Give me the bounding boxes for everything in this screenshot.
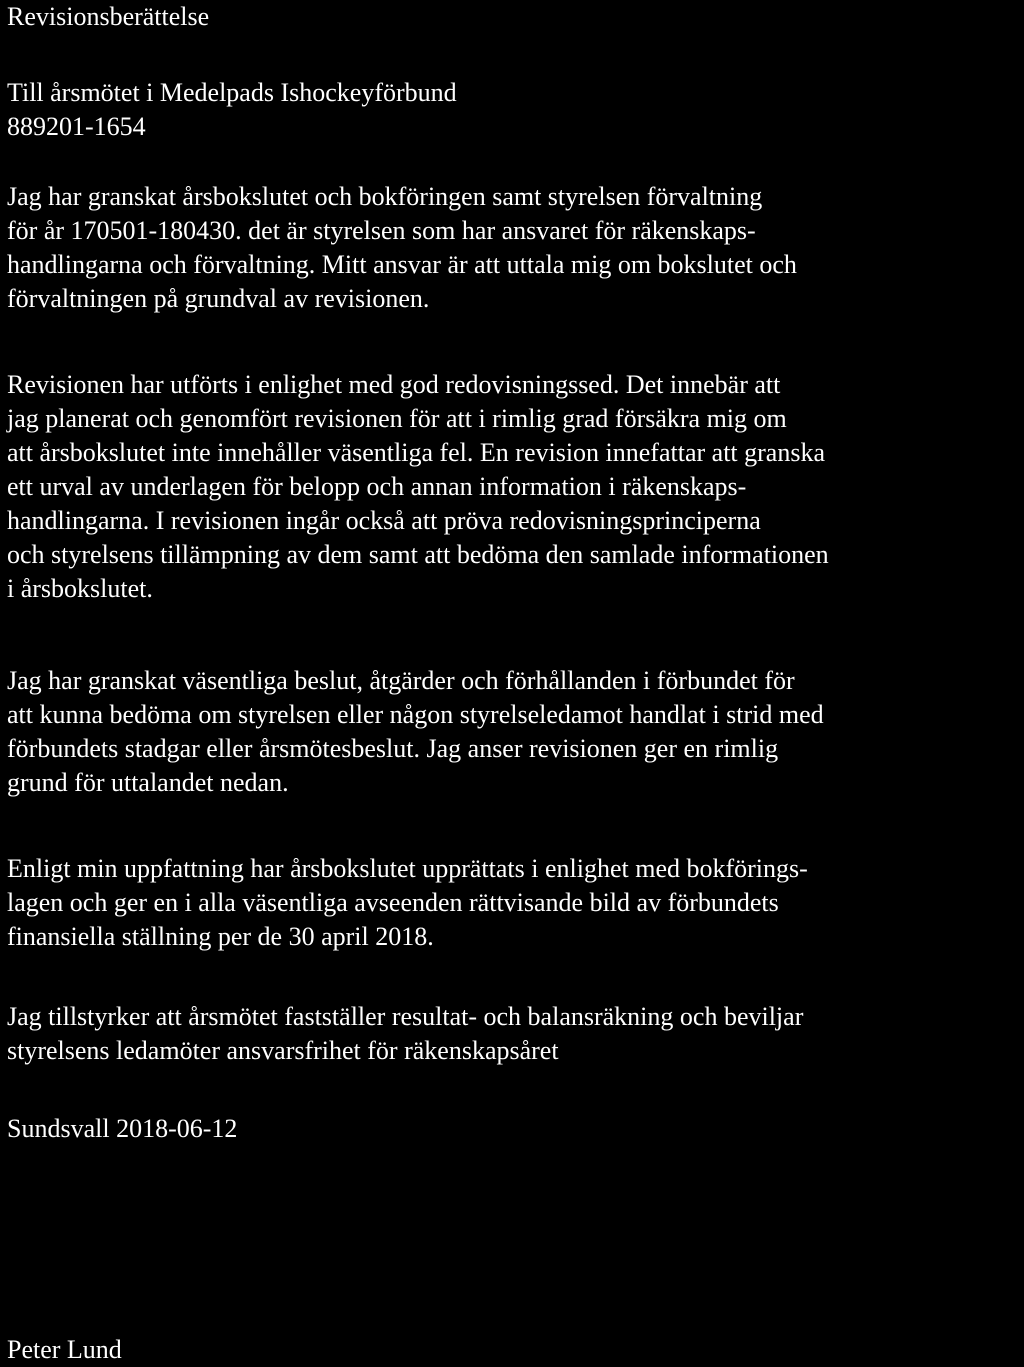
paragraph-governance-review	[7, 664, 824, 800]
paragraph-opinion	[7, 852, 808, 954]
paragraph-line: styrelsens ledamöter ansvarsfrihet för räkenskapsåret	[7, 1036, 559, 1065]
recipient-block	[7, 76, 457, 144]
recipient-line: Till årsmötet i Medelpads Ishockeyförbund	[7, 78, 457, 107]
paragraph-line: att kunna bedöma om styrelsen eller någon styrelseledamot handlat i strid med	[7, 700, 824, 729]
place-date	[7, 1112, 237, 1146]
document-title	[7, 0, 209, 34]
paragraph-recommendation	[7, 1000, 803, 1068]
paragraph-line: Jag tillstyrker att årsmötet fastställer resultat- och balansräkning och beviljar	[7, 1002, 804, 1031]
title-text: Revisionsberättelse	[7, 2, 210, 31]
signatory-text: Peter Lund	[7, 1335, 122, 1364]
paragraph-line: handlingarna. I revisionen ingår också att pröva redovisningsprinciperna	[7, 506, 761, 535]
paragraph-line: förvaltningen på grundval av revisionen.	[7, 284, 430, 313]
paragraph-line: Jag har granskat årsbokslutet och bokföringen samt styrelsen förvaltning	[7, 182, 763, 211]
paragraph-scope	[7, 180, 797, 316]
paragraph-line: ett urval av underlagen för belopp och annan information i räkenskaps-	[7, 472, 747, 501]
paragraph-line: handlingarna och förvaltning. Mitt ansvar är att uttala mig om bokslutet och	[7, 250, 797, 279]
paragraph-line: att årsbokslutet inte innehåller väsentliga fel. En revision innefattar att granska	[7, 438, 825, 467]
paragraph-line: för år 170501-180430. det är styrelsen som har ansvaret för räkenskaps-	[7, 216, 756, 245]
paragraph-line: finansiella ställning per de 30 april 2018.	[7, 922, 434, 951]
paragraph-line: förbundets stadgar eller årsmötesbeslut. Jag anser revisionen ger en rimlig	[7, 734, 779, 763]
paragraph-line: Revisionen har utförts i enlighet med god redovisningssed. Det innebär att	[7, 370, 781, 399]
paragraph-line: lagen och ger en i alla väsentliga avseenden rättvisande bild av förbundets	[7, 888, 779, 917]
org-number: 889201-1654	[7, 112, 146, 141]
paragraph-line: och styrelsens tillämpning av dem samt att bedöma den samlade informationen	[7, 540, 829, 569]
paragraph-audit-method	[7, 368, 829, 606]
paragraph-line: jag planerat och genomfört revisionen för att i rimlig grad försäkra mig om	[7, 404, 787, 433]
paragraph-line: i årsbokslutet.	[7, 574, 153, 603]
place-date-text: Sundsvall 2018-06-12	[7, 1114, 238, 1143]
paragraph-line: Jag har granskat väsentliga beslut, åtgärder och förhållanden i förbundet för	[7, 666, 795, 695]
paragraph-line: grund för uttalandet nedan.	[7, 768, 289, 797]
paragraph-line: Enligt min uppfattning har årsbokslutet upprättats i enlighet med bokförings-	[7, 854, 808, 883]
